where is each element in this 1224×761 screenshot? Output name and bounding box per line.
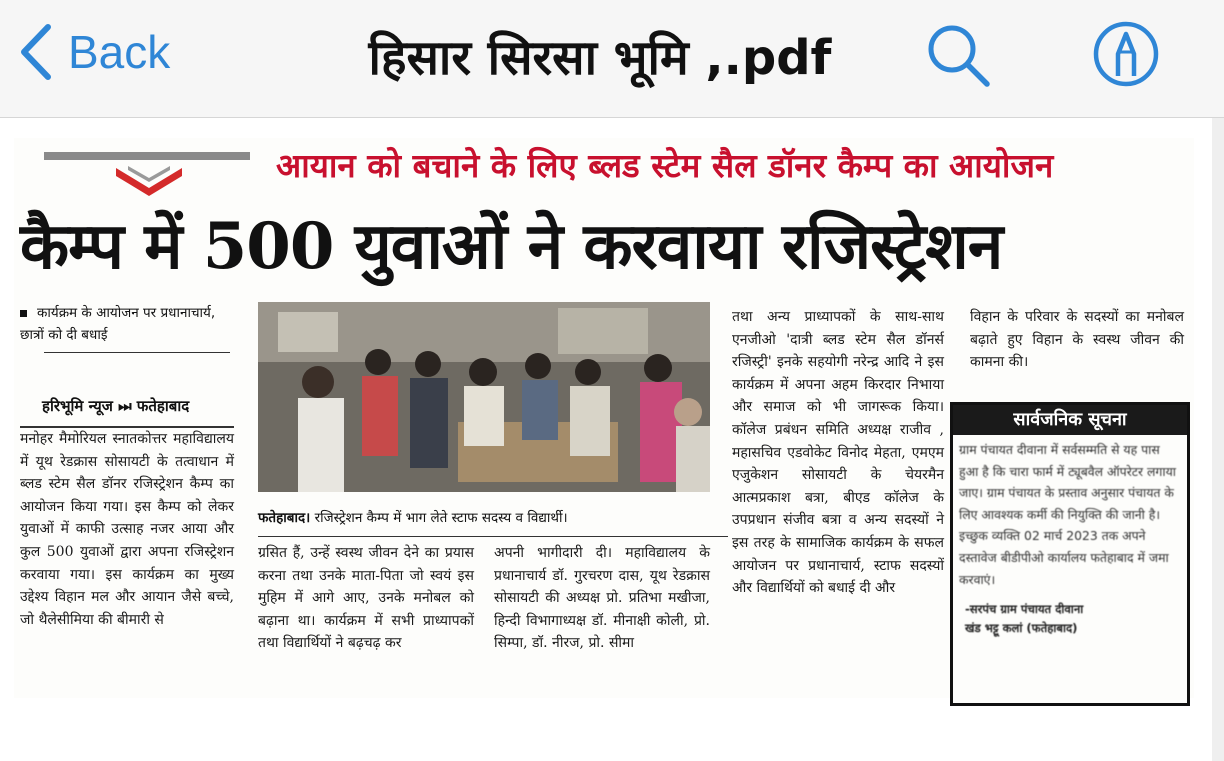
article-column-4: तथा अन्य प्राध्यापकों के साथ-साथ एनजीओ 'दात्री ब्लड स्टेम सैल डॉनर्स रजिस्ट्री' इनके सहयोगी नरेन्द्र आदि ने इस कार्यक्रम में अपना अहम किरदार निभाया और समाज को भी जागरूक किया। कॉलेज प्रबंधन समिति अध्यक्ष राजीव , महासचिव एडवोकेट विनोद मेहता, एमएम एजुकेशन सोसायटी के चेयरमैन आत्मप्रकाश बत्रा, बीएड कॉलेज के उपप्रधान संजीव बत्रा व अन्य सदस्यों ने इस तरह के सामाजिक कार्यक्रम के सफल आयोजन पर प्रधानाचार्य, स्टाफ सदस्यों और विद्यार्थियों को बधाई दी और xyxy=(732,309,944,597)
decorative-bar xyxy=(44,152,250,160)
top-navigation-bar xyxy=(0,0,1224,118)
bullet-text: कार्यक्रम के आयोजन पर प्रधानाचार्य, छात्रों को दी बधाई xyxy=(20,305,216,343)
notice-body: ग्राम पंचायत दीवाना में सर्वसम्मति से यह पास हुआ है कि चारा फार्म में ट्यूबवैल ऑपरेटर लगाया जाए। ग्राम पंचायत के प्रस्ताव अनुसार पंचायत के लिए आवश्यक कर्मी की नियुक्ति की जानी है। इच्छुक व्यक्ति 02 मार्च 2023 तक अपने दस्तावेज बीडीपीओ कार्यालय फतेहाबाद में जमा करवाएं। xyxy=(959,442,1177,587)
caption-text: रजिस्ट्रेशन कैम्प में भाग लेते स्टाफ सदस्य व विद्यार्थी। xyxy=(314,510,568,526)
markup-button[interactable] xyxy=(1090,20,1162,96)
divider xyxy=(44,352,230,353)
notice-heading: सार्वजनिक सूचना xyxy=(953,405,1187,435)
article-column-2: ग्रसित हैं, उन्हें स्वस्थ जीवन देने का प्रयास करना तथा उनके माता-पिता जो स्वयं इस मुहिम में आगे आए, उनके मनोबल को बढ़ाना था। कार्यक्रम में सभी प्राध्यापकों तथा विद्यार्थियों ने बढ़चढ़ कर xyxy=(258,545,474,652)
article-column-5: विहान के परिवार के सदस्यों का मनोबल बढ़ाते हुए विहान के स्वस्थ जीवन की कामना की। xyxy=(970,309,1184,371)
notice-signature-line-2: खंड भट्टू कलां (फतेहाबाद) xyxy=(965,621,1078,636)
notice-signature xyxy=(953,594,1187,638)
search-button[interactable] xyxy=(922,20,994,96)
article-column-1: मनोहर मैमोरियल स्नातकोत्तर महाविद्यालय में यूथ रेडक्रास सोसायटी के तत्वाधान में ब्लड स्टेम सैल डॉनर रजिस्ट्रेशन कैम्प का आयोजन किया गया। इस कैम्प को लेकर युवाओं में काफी उत्साह नजर आया और कुल 500 युवाओं द्वारा अपना रजिस्ट्रेशन करवाया गया। इस कार्यक्रम का मुख्य उद्देश्य विहान मल और आयान जैसे बच्चे, जो थैलेसीमिया की बीमारी से xyxy=(20,431,234,628)
caption-place: फतेहाबाद। xyxy=(258,510,311,526)
divider xyxy=(258,536,728,537)
newspaper-clipping xyxy=(14,138,1194,698)
photo-caption xyxy=(258,508,728,526)
article-column-3: अपनी भागीदारी दी। महाविद्यालय के प्रधानाचार्य डॉ. गुरचरण दास, यूथ रेडक्रास सोसायटी की अध्यक्ष प्रो. प्रतिभा मखीजा, हिन्दी विभागाध्यक्ष डॉ. मीनाक्षी कोली, प्रो. सिम्पा, डॉ. नीरज, प्रो. सीमा xyxy=(494,545,710,652)
pdf-page-view[interactable] xyxy=(0,118,1212,761)
chevron-left-icon xyxy=(18,23,54,81)
back-label: Back xyxy=(68,26,171,78)
public-notice-box xyxy=(950,402,1190,706)
back-button[interactable] xyxy=(18,22,170,82)
byline: हरिभूमि न्यूज ⏭ फतेहाबाद xyxy=(42,397,190,415)
search-icon xyxy=(922,20,994,92)
main-headline: कैम्प में 500 युवाओं ने करवाया रजिस्ट्रेशन xyxy=(20,209,1003,284)
bullet-square xyxy=(20,310,27,317)
photo-illustration xyxy=(258,302,710,492)
highlight-bullet xyxy=(20,302,230,346)
markup-pen-icon xyxy=(1090,20,1162,92)
news-photo xyxy=(258,302,710,492)
notice-signature-line-1: -सरपंच ग्राम पंचायत दीवाना xyxy=(965,602,1084,617)
document-title: हिसार सिरसा भूमि ,.pdf xyxy=(368,30,832,86)
kicker-headline: आयान को बचाने के लिए ब्लड स्टेम सैल डॉनर कैम्प का आयोजन xyxy=(276,146,1054,185)
vertical-scrollbar[interactable] xyxy=(1212,118,1224,761)
